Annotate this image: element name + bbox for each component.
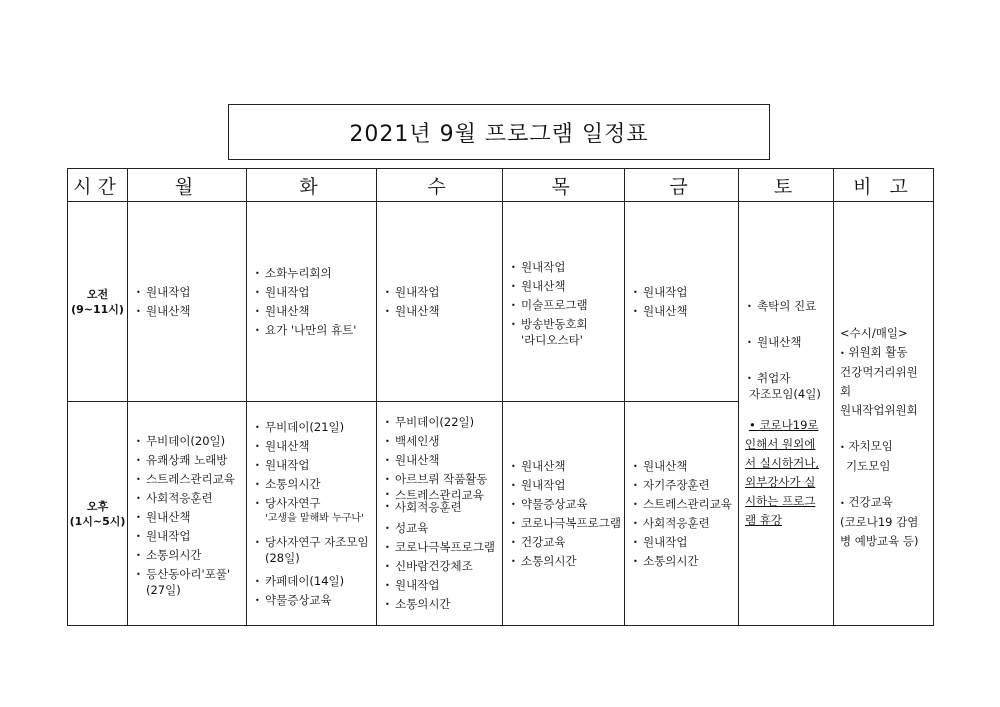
list-item: • 백세인생 [385,432,502,451]
list-item: • 코로나극복프로그램 [511,514,624,533]
list-item: • 방송반동호회 [511,315,624,334]
list-item: • 무비데이(21일) [255,418,376,437]
list-item: • 원내산책 [511,277,624,296]
list-item: • 당사자연구 [255,494,376,513]
list-item: • 원내산책 [633,457,738,476]
list-item: • 취업자 [747,369,833,388]
list-item-cont: (28일) [265,550,300,565]
list-item: • 스트레스관리교육 [633,495,738,514]
list-item: • 건강교육 [511,533,624,552]
list-item: • 소통의시간 [136,546,246,565]
list [377,283,502,321]
list-item: • 원내작업 [255,456,376,475]
list-item: • 스트레스관리교육 [385,489,502,501]
list-item: • 사회적응훈련 [385,501,502,513]
bullet-icon: • [840,349,845,358]
remarks-item: • 위원회 활동 [840,345,908,359]
morning-fri [625,202,739,402]
list-item: • 코로나극복프로그램 [385,538,502,557]
morning-tue [247,202,377,402]
list-item: • 원내작업 [136,283,246,302]
saturday-cell [739,202,834,626]
list-item: • 소화누리회의 [255,264,376,283]
list-item: • 신바람건강체조 [385,557,502,576]
morning-wed [377,202,503,402]
list-item: • 등산동아리'포풀' [136,565,246,584]
morning-time: 오전 (9~11시) [68,202,128,402]
list [503,457,624,571]
list [128,432,246,596]
list-item: • 소통의시간 [385,595,502,614]
list-item: • 원내산책 [747,333,833,352]
list [377,413,502,614]
list-item: • 원내작업 [511,476,624,495]
list-item-cont: 자조모임(4일) [749,387,821,401]
list-item: • 무비데이(20일) [136,432,246,451]
afternoon-tue [247,402,377,626]
list-item: • 원내산책 [136,302,246,321]
remarks-cell [834,202,934,626]
remarks-heading: <수시/매일> [840,326,908,340]
list-item-cont: '고생을 맡해봐 누구나' [265,512,364,524]
afternoon-mon [128,402,247,626]
list-item: • 약물증상교육 [511,495,624,514]
list-item: • 사회적응훈련 [633,514,738,533]
list [625,457,738,571]
list-item: • 원내작업 [385,576,502,595]
page-title: 2021년 9월 프로그램 일정표 [228,104,770,160]
header-mon: 월 [128,169,247,202]
bullet-icon: • [840,499,845,508]
list-item: • 당사자연구 자조모임 [255,533,376,552]
list-item: • 촉탁의 진료 [747,297,833,316]
list-item: • 스트레스관리교육 [136,470,246,489]
list-item: • 원내산책 [385,451,502,470]
remarks-item: • 건강교육 [840,495,893,509]
list-item: • 원내작업 [385,283,502,302]
afternoon-wed [377,402,503,626]
list-item: • 원내작업 [633,283,738,302]
list-item: • 미술프로그램 [511,296,624,315]
afternoon-thu [503,402,625,626]
morning-thu [503,202,625,402]
list-item-cont: (27일) [146,582,181,597]
list-item: • 소통의시간 [255,475,376,494]
list-item: • 원내산책 [385,302,502,321]
list-item: • 무비데이(22일) [385,413,502,432]
header-sat: 토 [739,169,834,202]
list-item: • 소통의시간 [633,552,738,571]
list [247,264,376,340]
list-item: • 카페데이(14일) [255,572,376,591]
header-row [68,169,934,202]
remarks-item: • 자치모임 [840,439,893,453]
list-item: • 원내작업 [136,527,246,546]
list [503,258,624,346]
list-item: • 성교육 [385,519,502,538]
afternoon-fri [625,402,739,626]
morning-row [68,202,934,402]
list-item: • 원내산책 [511,457,624,476]
list-item: • 소통의시간 [511,552,624,571]
list [739,297,833,400]
list-item: • 원내작업 [255,283,376,302]
morning-mon [128,202,247,402]
list-item: • 요가 '나만의 휴트' [255,321,376,340]
list-item: • 원내산책 [255,302,376,321]
header-time: 시간 [68,169,128,202]
list [128,283,246,321]
remarks-note: <수시/매일> • 위원회 활동 건강먹거리위원회 원내작업위원회 • 자치모임 기도모임 • 건강교육 (코로나19 감염 병 예방교육 등) [834,324,933,551]
list-item: • 자기주장훈련 [633,476,738,495]
header-remarks: 비 고 [834,169,934,202]
list-item: • 약물증상교육 [255,591,376,610]
list [247,418,376,610]
list-item: • 사회적응훈련 [136,489,246,508]
header-fri: 금 [625,169,739,202]
list-item-cont: '라디오스타' [521,332,583,347]
bullet-icon: • [840,443,845,452]
list-item: • 원내산책 [136,508,246,527]
header-wed: 수 [377,169,503,202]
schedule-table [67,168,934,626]
list-item: • 원내작업 [511,258,624,277]
header-tue: 화 [247,169,377,202]
saturday-note: • 코로나19로 인해서 원외에 서 실시하거나, 외부강사가 실 시하는 프로그 램 휴강 [745,418,819,527]
list-item: • 원내산책 [255,437,376,456]
list [625,283,738,321]
list-item: • 원내산책 [633,302,738,321]
afternoon-time: 오후 (1시~5시) [68,402,128,626]
list-item: • 아르브뤼 작품활동 [385,470,502,489]
list-item: • 유쾌상쾌 노래방 [136,451,246,470]
header-thu: 목 [503,169,625,202]
list-item: • 원내작업 [633,533,738,552]
